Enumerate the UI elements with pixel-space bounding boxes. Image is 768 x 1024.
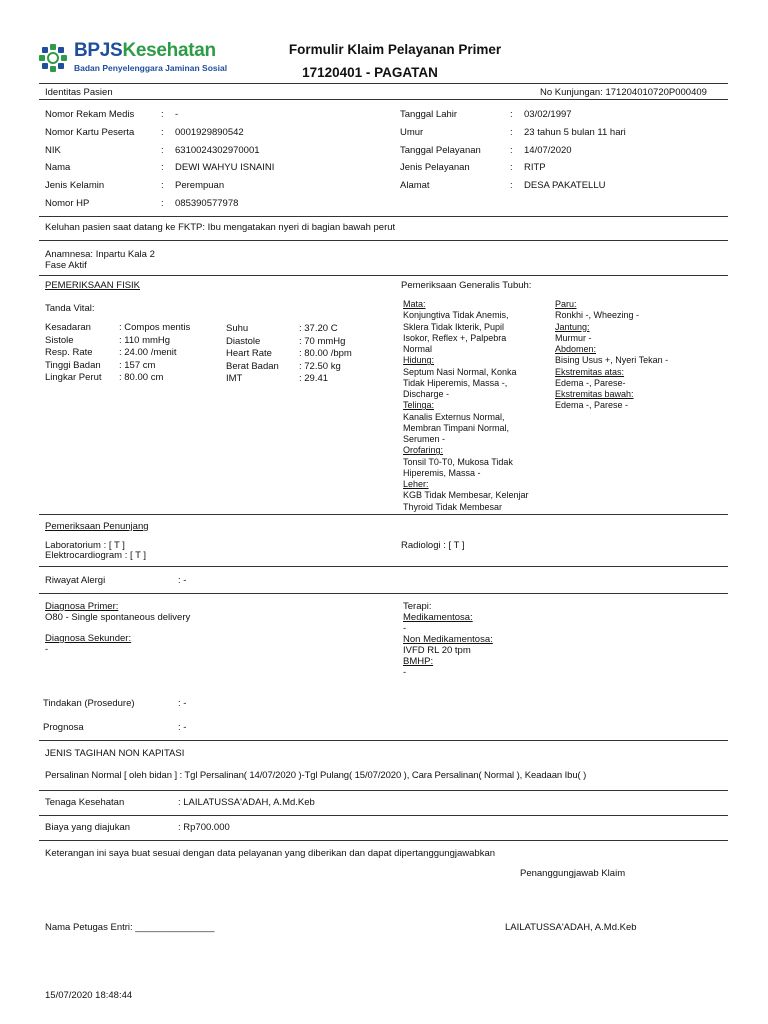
identitas-field-label: Tanggal Pelayanan [400, 144, 481, 156]
generalis-section-label: Hidung: [403, 355, 435, 366]
non-kapitasi-heading: JENIS TAGIHAN NON KAPITASI [45, 748, 185, 759]
tindakan-label: Tindakan (Prosedure) [43, 698, 135, 709]
alergi-label: Riwayat Alergi [45, 575, 106, 586]
identitas-field-value: 23 tahun 5 bulan 11 hari [524, 126, 626, 138]
identitas-field-value: 085390577978 [175, 198, 239, 209]
colon-separator: : [510, 109, 513, 120]
bmhp-value: - [403, 667, 407, 678]
identitas-field-value: - [175, 109, 179, 120]
diagnosa-sekunder-label: Diagnosa Sekunder: [45, 633, 132, 644]
generalis-finding: Septum Nasi Normal, Konka [403, 366, 517, 377]
tanda-vital-label: Tanda Vital: [45, 303, 95, 314]
identitas-field-value: 14/07/2020 [524, 144, 572, 156]
vital-value: : 24.00 /menit [119, 347, 177, 359]
identitas-field-value: DESA PAKATELLU [524, 180, 606, 192]
generalis-finding: Tidak Hiperemis, Massa -, [403, 377, 508, 388]
generalis-finding: Isokor, Reflex +, Palpebra [403, 332, 507, 343]
generalis-finding: Kanalis Externus Normal, [403, 411, 505, 422]
medikamentosa-label: Medikamentosa: [403, 612, 473, 623]
generalis-finding: Discharge - [403, 389, 450, 399]
generalis-section-label: Ekstremitas bawah: [555, 389, 634, 399]
bpjs-logo [38, 42, 228, 76]
generalis-section-label: Telinga: [403, 400, 435, 411]
vital-value: : 157 cm [119, 359, 156, 371]
colon-separator: : [510, 180, 513, 192]
keluhan-text: Keluhan pasien saat datang ke FKTP: Ibu mengatakan nyeri di bagian bawah perut [45, 222, 396, 233]
identitas-field-label: Tanggal Lahir [400, 109, 458, 120]
divider [39, 593, 728, 594]
identitas-field-label: Nomor Kartu Peserta [45, 126, 135, 138]
colon-separator: : [161, 180, 164, 192]
vital-label: IMT [226, 373, 243, 385]
colon-separator: : [161, 126, 164, 138]
vital-value: : 29.41 [299, 373, 329, 385]
colon-separator: : [510, 126, 513, 138]
vital-value: : 72.50 kg [299, 360, 341, 372]
identitas-field-label: Umur [400, 126, 424, 138]
identitas-field-value: 03/02/1997 [524, 109, 572, 120]
identitas-field-label: Jenis Pelayanan [400, 162, 470, 174]
generalis-finding: Konjungtiva Tidak Anemis, [403, 310, 509, 321]
biaya-value: : Rp700.000 [178, 822, 230, 833]
identitas-field-label: Jenis Kelamin [45, 180, 105, 192]
divider [39, 99, 728, 100]
identitas-field-value: DEWI WAHYU ISNAINI [175, 162, 275, 174]
vital-label: Sistole [45, 334, 74, 346]
identitas-field-value: RITP [524, 162, 546, 174]
petugas-entri: Nama Petugas Entri: _______________ [45, 922, 215, 933]
signer-name: LAILATUSSA'ADAH, A.Md.Keb [505, 922, 637, 933]
divider [39, 240, 728, 241]
biaya-label: Biaya yang diajukan [45, 822, 131, 833]
colon-separator: : [161, 198, 164, 209]
generalis-section-label: Paru: [555, 299, 577, 309]
terapi-label: Terapi: [403, 601, 432, 612]
generalis-finding: Hiperemis, Massa - [403, 467, 481, 478]
divider [39, 275, 728, 276]
anamnesa-line1: Anamnesa: Inpartu Kala 2 [45, 249, 155, 260]
print-timestamp: 15/07/2020 18:48:44 [45, 990, 133, 1001]
divider [39, 566, 728, 567]
identitas-field-label: Nama [45, 162, 71, 174]
vital-label: Tinggi Badan [45, 359, 101, 371]
divider [39, 216, 728, 217]
generalis-heading: Pemeriksaan Generalis Tubuh: [401, 280, 532, 291]
logo-subtitle: Badan Penyelenggara Jaminan Sosial [74, 63, 228, 73]
colon-separator: : [510, 162, 513, 174]
divider [39, 840, 728, 841]
non-medikamentosa-value: IVFD RL 20 tpm [403, 645, 471, 656]
vital-label: Resp. Rate [45, 347, 93, 359]
tindakan-value: : - [178, 698, 187, 709]
divider [39, 83, 728, 84]
vital-value: : 37.20 C [299, 323, 338, 334]
generalis-finding: KGB Tidak Membesar, Kelenjar [403, 490, 529, 501]
vital-label: Heart Rate [226, 348, 272, 360]
identitas-heading: Identitas Pasien [45, 87, 113, 98]
colon-separator: : [510, 144, 513, 156]
diagnosa-sekunder-value: - [45, 644, 49, 655]
penanggungjawab-label: Penanggungjawab Klaim [520, 868, 626, 879]
prognosa-value: : - [178, 722, 187, 733]
generalis-section-label: Ekstremitas atas: [555, 366, 625, 377]
vital-label: Berat Badan [226, 360, 279, 372]
generalis-finding: Sklera Tidak Ikterik, Pupil [403, 321, 505, 332]
keterangan-text: Keterangan ini saya buat sesuai dengan data pelayanan yang diberikan dan dapat dipertanggungjawabkan [45, 848, 496, 859]
generalis-finding: Ronkhi -, Wheezing - [555, 310, 640, 321]
generalis-finding: Bising Usus +, Nyeri Tekan - [555, 355, 669, 366]
generalis-section-label: Mata: [403, 299, 426, 309]
generalis-finding: Tonsil T0-T0, Mukosa Tidak [403, 456, 513, 467]
tenaga-value: : LAILATUSSA'ADAH, A.Md.Keb [178, 797, 315, 808]
logo-text-kesehatan: Kesehatan [122, 40, 216, 61]
alergi-value: : - [178, 575, 187, 586]
divider [39, 815, 728, 816]
logo-text-bpjs: BPJS [74, 40, 123, 61]
vital-label: Kesadaran [45, 322, 91, 333]
generalis-section-label: Abdomen: [555, 344, 597, 354]
identitas-field-label: Nomor Rekam Medis [45, 109, 135, 120]
identitas-field-label: Alamat [400, 180, 430, 192]
fisik-heading: PEMERIKSAAN FISIK [45, 280, 141, 291]
radiologi-text: Radiologi : [ T ] [401, 540, 465, 551]
generalis-finding: Murmur - [555, 332, 592, 343]
vital-label: Suhu [226, 323, 249, 334]
generalis-finding: Edema -, Parese- [555, 377, 626, 388]
prognosa-label: Prognosa [43, 722, 84, 733]
generalis-finding: Edema -, Parese - [555, 400, 629, 411]
non-kapitasi-text: Persalinan Normal [ oleh bidan ] : Tgl Persalinan( 14/07/2020 )-Tgl Pulang( 15/07/2020 ), Cara Persalinan( Normal ), Keadaan Ibu( ) [45, 770, 587, 781]
divider [39, 514, 728, 515]
colon-separator: : [161, 162, 164, 174]
vital-value: : 80.00 cm [119, 372, 164, 384]
bpjs-emblem-icon [38, 43, 68, 73]
form-title: Formulir Klaim Pelayanan Primer [288, 42, 502, 57]
generalis-section-label: Jantung: [555, 321, 590, 332]
laboratorium-text: Laboratorium : [ T ] [45, 540, 125, 551]
vital-label: Lingkar Perut [45, 372, 102, 384]
tenaga-label: Tenaga Kesehatan [45, 797, 125, 808]
medikamentosa-value: - [403, 623, 407, 634]
generalis-finding: Thyroid Tidak Membesar [403, 501, 503, 512]
divider [39, 740, 728, 741]
vital-value: : 70 mmHg [299, 335, 346, 347]
non-medikamentosa-label: Non Medikamentosa: [403, 634, 493, 645]
vital-value: : 80.00 /bpm [299, 348, 352, 360]
vital-value: : Compos mentis [119, 322, 191, 333]
generalis-section-label: Orofaring: [403, 445, 444, 456]
penunjang-heading: Pemeriksaan Penunjang [45, 521, 149, 532]
identitas-field-value: 6310024302970001 [175, 144, 260, 156]
identitas-field-value: Perempuan [175, 180, 225, 192]
colon-separator: : [161, 109, 164, 120]
diagnosa-primer-label: Diagnosa Primer: [45, 601, 119, 612]
bmhp-label: BMHP: [403, 656, 434, 667]
identitas-field-value: 0001929890542 [175, 126, 244, 138]
vital-label: Diastole [226, 335, 261, 347]
ekg-text: Elektrocardiogram : [ T ] [45, 550, 147, 561]
generalis-section-label: Leher: [403, 479, 429, 489]
generalis-finding: Serumen - [403, 434, 446, 444]
identitas-field-label: NIK [45, 144, 61, 156]
generalis-finding: Membran Timpani Normal, [403, 422, 510, 433]
anamnesa-line2: Fase Aktif [45, 260, 87, 271]
generalis-finding: Normal [403, 344, 433, 354]
vital-value: : 110 mmHg [119, 334, 171, 346]
form-subtitle: 17120401 - PAGATAN [302, 65, 438, 80]
divider [39, 790, 728, 791]
colon-separator: : [161, 144, 164, 156]
diagnosa-primer-value: O80 - Single spontaneous delivery [45, 612, 191, 623]
no-kunjungan: No Kunjungan: 171204010720P000409 [540, 87, 707, 98]
identitas-field-label: Nomor HP [45, 198, 90, 209]
